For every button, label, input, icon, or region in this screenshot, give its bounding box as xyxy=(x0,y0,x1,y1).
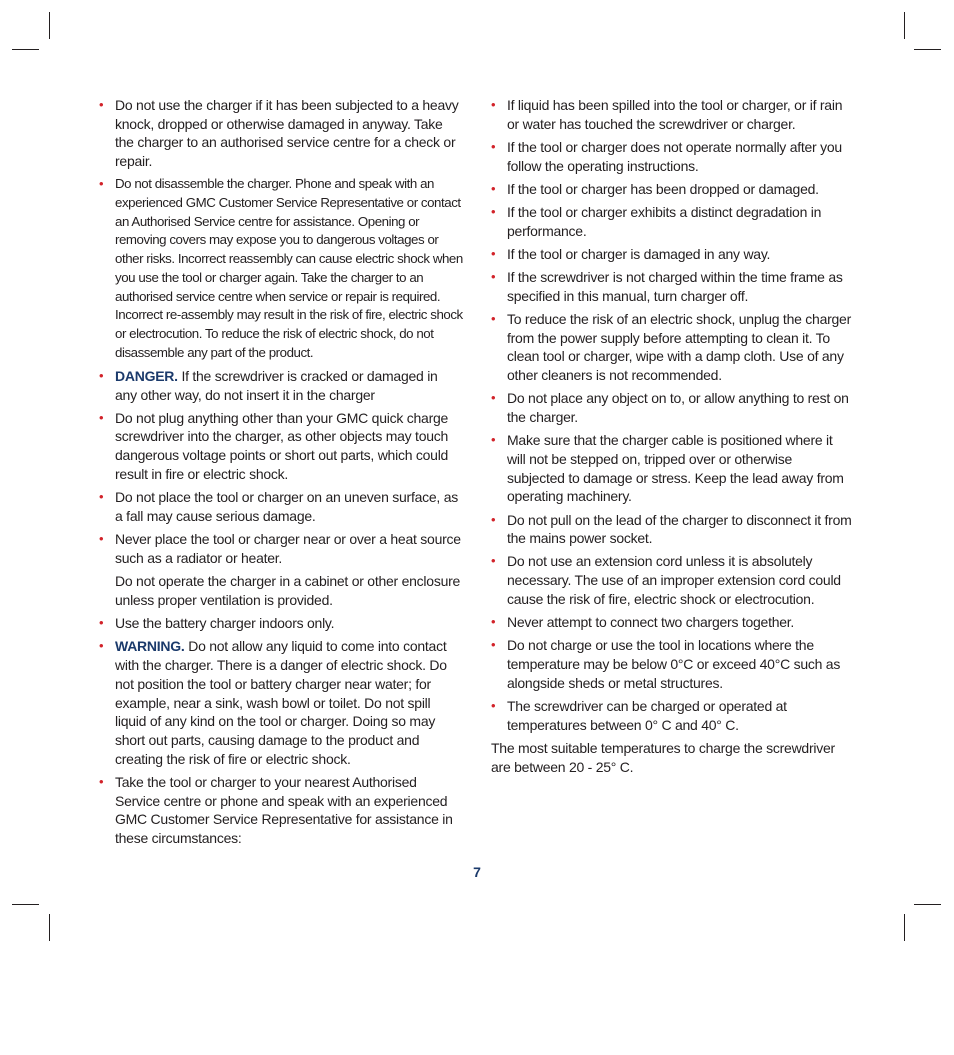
list-item xyxy=(491,613,853,632)
list-item xyxy=(491,96,853,133)
right-column xyxy=(491,96,853,781)
crop-mark-top-right-h xyxy=(914,49,941,50)
crop-mark-bottom-right-v xyxy=(904,914,905,941)
list-item xyxy=(491,245,853,264)
bullet-icon: • xyxy=(491,697,496,713)
list-item xyxy=(491,389,853,426)
bullet-icon: • xyxy=(99,367,104,383)
bullet-icon: • xyxy=(99,638,104,654)
list-item-text: Make sure that the charger cable is positioned where it will not be stepped on, tripped over or otherwise subjected to damage or stress. Keep the lead away from operating machinery. xyxy=(507,432,844,505)
danger-heading: DANGER. xyxy=(115,367,178,384)
crop-mark-bottom-left-h xyxy=(12,904,39,905)
safety-list xyxy=(99,96,463,567)
list-item xyxy=(99,637,463,768)
bullet-icon: • xyxy=(491,511,496,527)
list-item xyxy=(99,367,463,404)
list-item-text: Never attempt to connect two chargers together. xyxy=(507,614,795,631)
bullet-icon: • xyxy=(99,489,104,505)
list-item-text: Do not charge or use the tool in locations where the temperature may be below 0°C or exceed 40°C such as alongside sheds or metal structures. xyxy=(507,637,841,691)
warning-heading: WARNING. xyxy=(115,638,185,655)
list-item-text: Do not disassemble the charger. Phone and speak with an experienced GMC Customer Service Representative or contact an Authorised Service centre for assistance. Opening or removing covers may expose you to dangerous voltages or other risks. Incorrect reassembly can cause electric shock when you use the tool or charger again. Take the charger to an authorised service centre when service or repair is required. Incorrect re-assembly may result in the risk of fire, electric shock or electrocution. To reduce the risk of electric shock, do not disassemble any part of the product. xyxy=(115,176,463,360)
list-item xyxy=(99,409,463,484)
list-item xyxy=(99,175,463,362)
list-item-text: If liquid has been spilled into the tool or charger, or if rain or water has touched the screwdriver or charger. xyxy=(507,97,843,132)
bullet-icon: • xyxy=(491,553,496,569)
list-item xyxy=(491,636,853,692)
bullet-icon: • xyxy=(491,311,496,327)
list-item xyxy=(491,511,853,548)
bullet-icon: • xyxy=(99,615,104,631)
list-item xyxy=(99,96,463,171)
list-item xyxy=(491,138,853,175)
list-item xyxy=(99,614,463,633)
bullet-icon: • xyxy=(99,409,104,425)
list-item xyxy=(491,552,853,608)
list-item-text: If the screwdriver is not charged within the time frame as specified in this manual, turn charger off. xyxy=(507,269,843,304)
list-item-text: Do not place any object on to, or allow anything to rest on the charger. xyxy=(507,390,849,426)
list-item xyxy=(491,310,853,385)
temperature-note: The most suitable temperatures to charge the screwdriver are between 20 - 25° C. xyxy=(491,739,835,775)
crop-mark-top-left-h xyxy=(12,49,39,50)
list-item-text: If the tool or charger is damaged in any way. xyxy=(507,245,771,262)
bullet-icon: • xyxy=(491,614,496,630)
bullet-icon: • xyxy=(491,390,496,406)
list-item-text: Use the battery charger indoors only. xyxy=(115,615,335,632)
left-column xyxy=(99,96,463,852)
crop-mark-bottom-right-h xyxy=(914,904,941,905)
safety-list-continued xyxy=(99,614,463,847)
bullet-icon: • xyxy=(491,245,496,261)
list-item-text: Do not pull on the lead of the charger to disconnect it from the mains power socket. xyxy=(507,511,852,547)
list-item-text: If the screwdriver is cracked or damaged in any other way, do not insert it in the charger xyxy=(115,367,438,403)
list-item-text: The screwdriver can be charged or operated at temperatures between 0° C and 40° C. xyxy=(507,697,787,733)
bullet-icon: • xyxy=(99,773,104,789)
list-item-text: If the tool or charger exhibits a distinct degradation in performance. xyxy=(507,204,822,239)
crop-mark-top-left-v xyxy=(49,12,50,39)
list-item xyxy=(99,488,463,525)
bullet-icon: • xyxy=(491,97,496,112)
list-item xyxy=(491,203,853,240)
bullet-icon: • xyxy=(99,176,104,192)
list-item xyxy=(99,773,463,848)
list-item-text: If the tool or charger has been dropped or damaged. xyxy=(507,180,819,197)
circumstances-list xyxy=(491,96,853,734)
list-item xyxy=(491,268,853,305)
list-item xyxy=(491,697,853,734)
list-item xyxy=(99,530,463,567)
list-item-text: Never place the tool or charger near or over a heat source such as a radiator or heater. xyxy=(115,530,461,566)
bullet-icon: • xyxy=(99,97,104,112)
bullet-icon: • xyxy=(491,204,496,220)
list-item xyxy=(491,180,853,199)
bullet-icon: • xyxy=(491,138,496,154)
list-item-text: Do not allow any liquid to come into contact with the charger. There is a danger of electric shock. Do not position the tool or battery charger near water; for example, near a sink, wash bowl or toilet. Do not spill liquid of any kind on the tool or charger. Doing so may short out parts, causing damage to the product and creating the risk of fire or electric shock. xyxy=(115,638,447,767)
bullet-icon: • xyxy=(491,180,496,196)
list-item-text: To reduce the risk of an electric shock, unplug the charger from the power supply before attempting to clean it. To clean tool or charger, wipe with a damp cloth. Use of any other cleaners is not recommended. xyxy=(507,311,851,384)
list-item-text: Take the tool or charger to your nearest Authorised Service centre or phone and speak with an experienced GMC Customer Service Representative for assistance in these circumstances: xyxy=(115,773,453,847)
list-item xyxy=(491,431,853,506)
list-item-text: Do not place the tool or charger on an uneven surface, as a fall may cause serious damage. xyxy=(115,489,458,524)
bullet-icon: • xyxy=(491,269,496,285)
list-item-text: Do not use the charger if it has been subjected to a heavy knock, dropped or otherwise damaged in anyway. Take the charger to an authorised service centre for a check or repair. xyxy=(115,97,459,170)
bullet-icon: • xyxy=(99,530,104,546)
bullet-icon: • xyxy=(491,637,496,653)
bullet-icon: • xyxy=(491,432,496,448)
crop-mark-bottom-left-v xyxy=(49,914,50,941)
crop-mark-top-right-v xyxy=(904,12,905,39)
list-item-text: Do not use an extension cord unless it is absolutely necessary. The use of an improper extension cord could cause the risk of fire, electric shock or electrocution. xyxy=(507,553,841,607)
ventilation-paragraph: Do not operate the charger in a cabinet or other enclosure unless proper ventilation is provided. xyxy=(115,572,461,608)
list-item-text: If the tool or charger does not operate normally after you follow the operating instructions. xyxy=(507,138,842,174)
page-number: 7 xyxy=(473,864,481,880)
list-item-text: Do not plug anything other than your GMC quick charge screwdriver into the charger, as other objects may touch dangerous voltage points or short out parts, which could result in fire or electric shock. xyxy=(115,409,449,482)
